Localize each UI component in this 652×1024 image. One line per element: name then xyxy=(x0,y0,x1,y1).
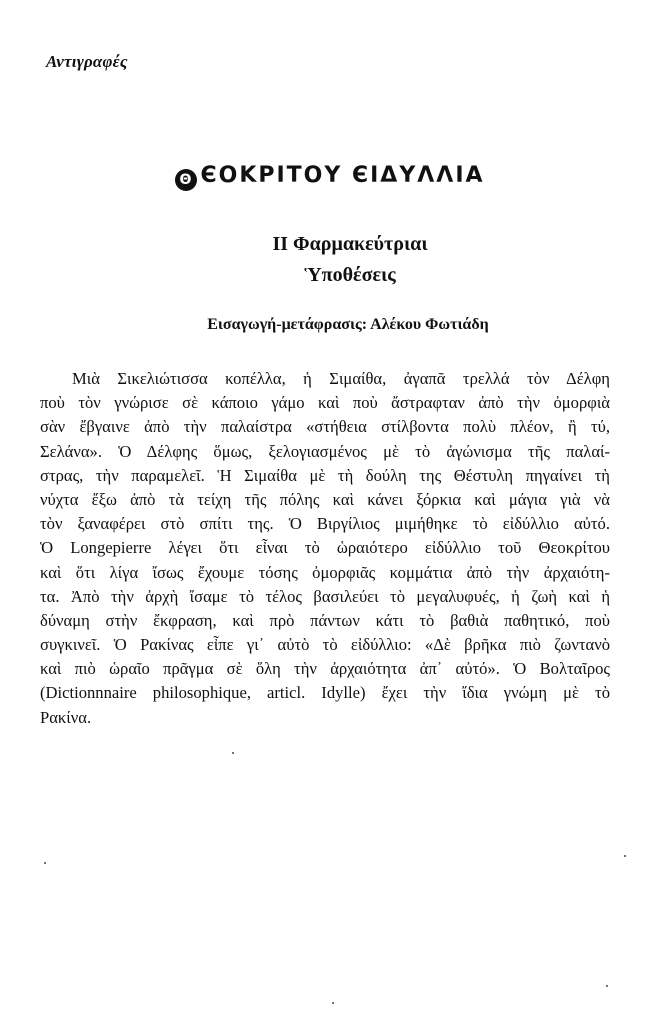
paragraph-line: σὰν ἔβγαινε ἀπὸ τὴν παλαίστρα «στήθεια στίλβοντα πολὺ πλέον, ἢ τύ, xyxy=(40,417,610,437)
paragraph-line: νύχτα ἔξω ἀπὸ τὰ τείχη τῆς πόλης καὶ κάνει ξόρκια καὶ μάγια γιὰ νὰ xyxy=(40,489,610,509)
paragraph-line: ποὺ τὸν γνώρισε σὲ κάποιο γάμο καὶ ποὺ ἄστραφταν ἀπὸ τὴν ὀμορφιὰ xyxy=(40,393,610,413)
main-title-text: ЄΟΚΡΙΤΟΥ ЄΙΔΥΛΛΙΑ xyxy=(200,163,485,188)
scan-speck xyxy=(44,862,46,864)
paragraph-line: δύναμη στὴν ἔκφραση, καὶ πρὸ πάντων κάτι τὸ βαθιὰ παθητικό, ποὺ xyxy=(40,610,610,630)
introduction-paragraph xyxy=(40,367,610,730)
poem-title: ΙΙ Φαρμακεύτριαι xyxy=(272,233,428,255)
paragraph-line: (Dictionnnaire philosophique, articl. Idylle) ἔχει τὴν ἴδια γνώμη μὲ τὸ xyxy=(40,683,610,703)
paragraph-line: τὸν ξαναφέρει στὸ σπίτι της. Ὁ Βιργίλιος μιμήθηκε τὸ εἰδύλλιο αὐτό. xyxy=(40,514,610,534)
paragraph-line: στρας, τὴν παραμελεῖ. Ἡ Σιμαίθα μὲ τὴ δούλη της Θέστυλη πηγαίνει τὴ xyxy=(40,465,610,485)
running-head: Αντιγραφές xyxy=(46,52,128,71)
paragraph-line: Ρακίνα. xyxy=(40,707,92,727)
paragraph-line: Σελάνα». Ὁ Δέλφης ὅμως, ξελογιασμένος μὲ τὸ ἀγώνισμα τῆς παλαί- xyxy=(40,441,610,461)
scan-speck xyxy=(606,985,608,987)
paragraph-line: τα. Ἀπὸ τὴν ἀρχὴ ἴσαμε τὸ τέλος βασιλεύει τὸ μεγαλυφυές, ἡ ζωὴ καὶ ἡ xyxy=(40,586,610,606)
title-ornament-initial: Θ xyxy=(175,169,197,191)
translator-credit: Εισαγωγή-μετάφρασις: Αλέκου Φωτιάδη xyxy=(207,316,489,333)
paragraph-line: Ὁ Longepierre λέγει ὅτι εἶναι τὸ ὡραιότερο εἰδύλλιο τοῦ Θεοκρίτου xyxy=(40,538,610,558)
paragraph-line: Μιὰ Σικελιώτισσα κοπέλλα, ἡ Σιμαίθα, ἀγαπᾶ τρελλά τὸν Δέλφη xyxy=(72,369,610,388)
scan-speck xyxy=(332,1002,334,1004)
section-heading: Ὑποθέσεις xyxy=(304,264,396,286)
scan-speck xyxy=(232,752,234,754)
main-title xyxy=(4,163,652,191)
paragraph-line: καὶ πιὸ ὡραῖο πρᾶγμα σὲ ὅλη τὴν ἀρχαιότητα ἀπ᾽ αὐτό». Ὁ Βολταῖρος xyxy=(40,659,610,679)
paragraph-line: συγκινεῖ. Ὁ Ρακίνας εἶπε γι᾽ αὐτὸ τὸ εἰδύλλιο: «Δὲ βρῆκα πιὸ ζωντανὸ xyxy=(40,635,610,655)
paragraph-line: καὶ ὅτι λίγα ἴσως ἔχουμε τόσης ὀμορφιᾶς κομμάτια ἀπὸ τὴν ἀρχαιότη- xyxy=(40,562,610,582)
scan-speck xyxy=(624,855,626,857)
